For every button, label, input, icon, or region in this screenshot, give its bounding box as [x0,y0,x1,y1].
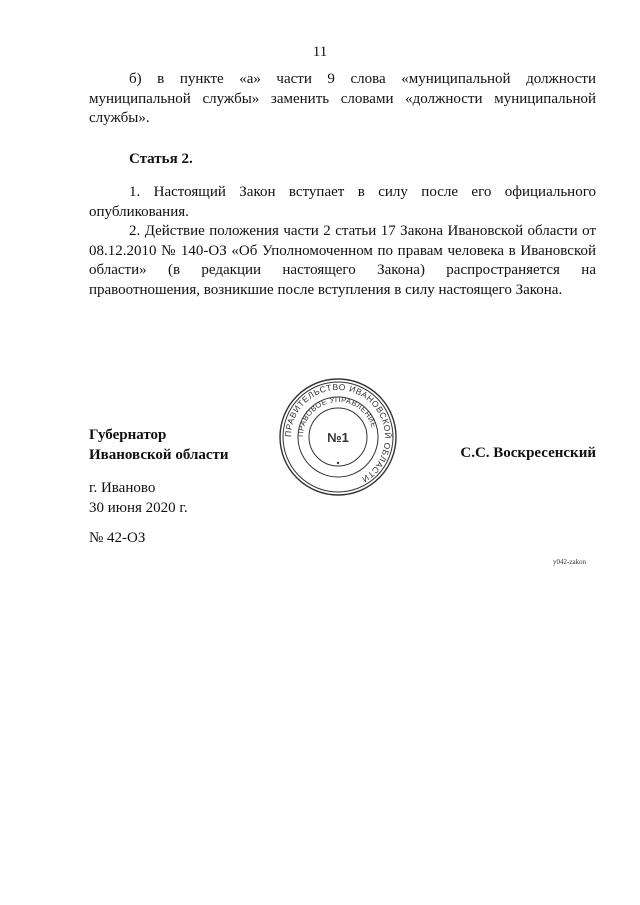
signatory-title-line1: Губернатор [89,427,167,443]
official-stamp [278,377,398,497]
city: г. Иваново [89,480,156,496]
stamp-dot [337,462,339,464]
signatory-name: С.С. Воскресенский [460,445,596,461]
article-heading: Статья 2. [129,151,193,167]
stamp-number: №1 [327,430,349,445]
signatory-title-line2: Ивановской области [89,446,229,463]
signing-date: 30 июня 2020 г. [89,499,188,516]
paragraph-applicability: 2. Действие положения части 2 статьи 17 Закона Ивановской области от 08.12.2010 № 140-ОЗ «Об Уполномоченном по правам человека в Ивановской области» (в редакции настоящего Закона) распространяется на правоотношения, возникшие после вступления в силу настоящего Закона. [89,223,596,298]
paragraph-amendment: б) в пункте «а» части 9 слова «муниципальной должности муниципальной службы» заменить словами «должности муниципальной службы». [89,71,596,126]
paragraph-entry-into-force: 1. Настоящий Закон вступает в силу после его официального опубликования. [89,184,596,220]
place-and-date [89,479,188,518]
law-number: № 42-ОЗ [89,530,146,546]
file-code: у042-zakon [553,558,587,566]
signatory-title [89,426,229,465]
page-number: 11 [312,44,328,60]
stamp-inner-text: ПРАВОВОЕ УПРАВЛЕНИЕ [295,394,379,438]
stamp-outer-text: ПРАВИТЕЛЬСТВО ИВАНОВСКОЙ ОБЛАСТИ [282,381,394,485]
